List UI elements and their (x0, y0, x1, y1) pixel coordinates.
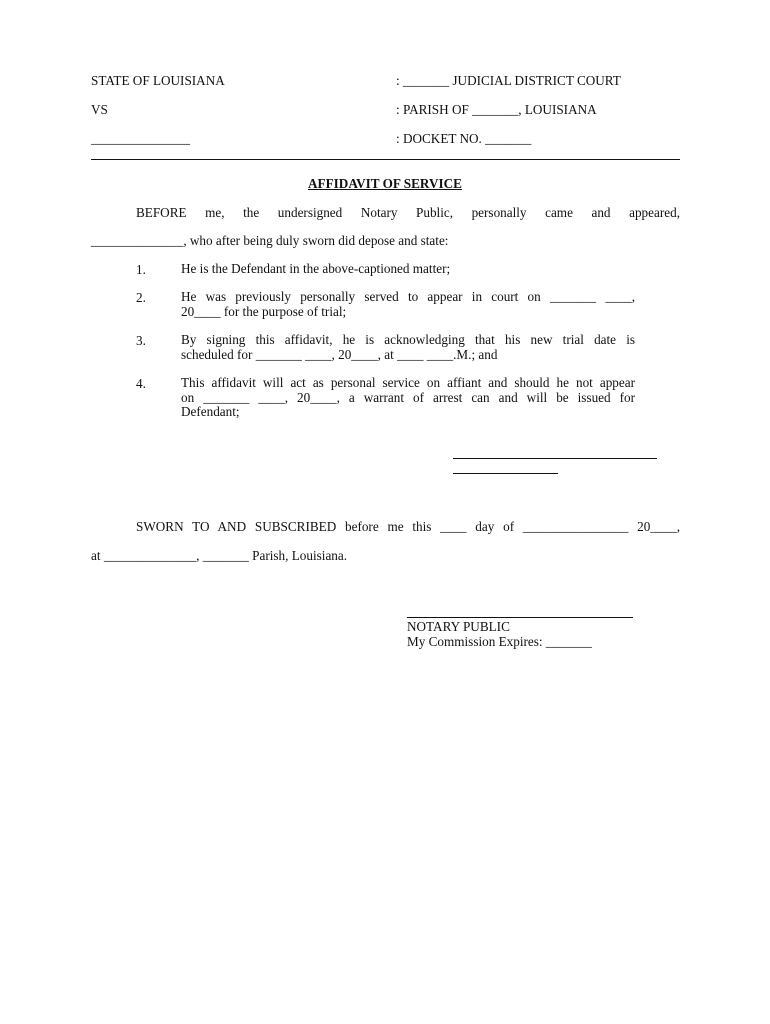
item-line: scheduled for _______ ____, 20____, at ____ ____.M.; and (181, 346, 498, 362)
item-line: By signing this affidavit, he is acknowledging that his new trial date is (181, 332, 635, 347)
item-line: on _______ ____, 20____, a warrant of arrest can and will be issued for (181, 389, 635, 405)
item-line: This affidavit will act as personal service on affiant and should he not appear (181, 375, 635, 390)
vs-label: VS (91, 102, 108, 117)
item-text (181, 376, 635, 420)
item-text (181, 333, 635, 362)
state-of-louisiana: STATE OF LOUISIANA (91, 73, 225, 88)
item-number: 4. (136, 376, 146, 391)
party-name-blank: _______________ (91, 131, 190, 146)
commission-expires: My Commission Expires: _______ (407, 634, 592, 649)
affiant-signature-line (453, 458, 657, 459)
item-number: 1. (136, 262, 146, 277)
notary-public-label: NOTARY PUBLIC (407, 619, 510, 634)
item-text (181, 290, 635, 319)
item-line: He was previously personally served to appear in court on _______ ____, (181, 289, 635, 304)
intro-line-2: ______________, who after being duly sworn did depose and state: (91, 233, 449, 248)
item-line: Defendant; (181, 404, 240, 419)
notary-block (407, 619, 592, 649)
affiant-name-line (453, 473, 558, 474)
document-title: AFFIDAVIT OF SERVICE (308, 176, 462, 191)
item-line: 20____ for the purpose of trial; (181, 303, 347, 319)
parish-line: : PARISH OF _______, LOUISIANA (396, 102, 597, 117)
docket-line: : DOCKET NO. _______ (396, 131, 532, 146)
sworn-line-1: SWORN TO AND SUBSCRIBED before me this ____ day of ________________ 20____, (136, 519, 680, 534)
item-line: He is the Defendant in the above-captioned matter; (181, 261, 451, 276)
caption-divider (91, 159, 680, 160)
sworn-line-2: at ______________, _______ Parish, Louisiana. (91, 548, 348, 563)
item-number: 3. (136, 333, 146, 348)
notary-signature-line (407, 617, 633, 618)
item-text (181, 262, 635, 277)
court-line: : _______ JUDICIAL DISTRICT COURT (396, 73, 621, 88)
item-number: 2. (136, 290, 146, 305)
intro-line-1: BEFORE me, the undersigned Notary Public, personally came and appeared, (136, 205, 680, 220)
